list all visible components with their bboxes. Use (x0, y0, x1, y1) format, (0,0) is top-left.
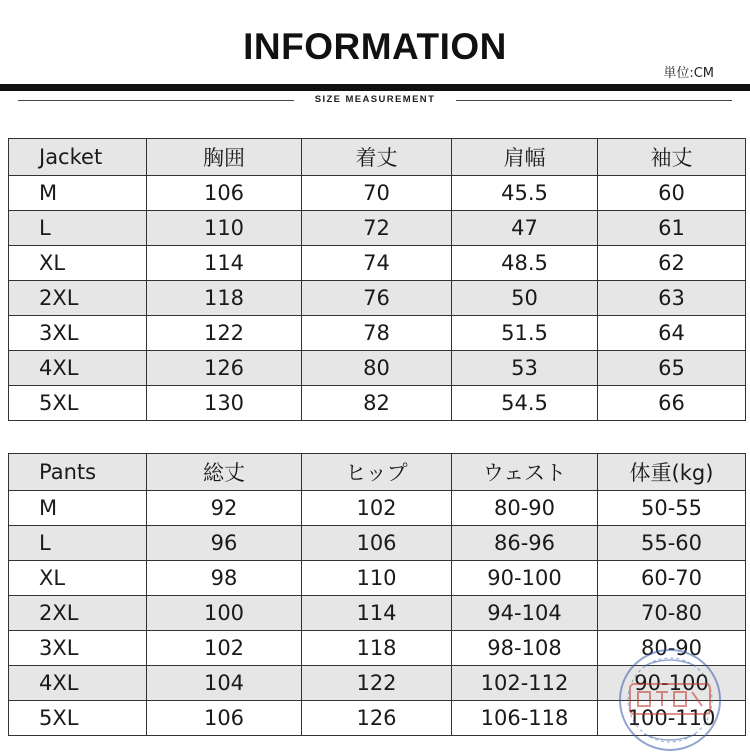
size-cell: M (9, 491, 147, 526)
table-row (9, 561, 746, 596)
table-row (9, 701, 746, 736)
jacket-size-table (8, 138, 746, 421)
column-header-category: Jacket (9, 139, 147, 176)
value-cell: 104 (147, 666, 302, 701)
value-cell: 98-108 (452, 631, 598, 666)
size-cell: M (9, 176, 147, 211)
value-cell: 78 (302, 316, 452, 351)
value-cell: 94-104 (452, 596, 598, 631)
value-cell: 74 (302, 246, 452, 281)
size-cell: 5XL (9, 701, 147, 736)
value-cell: 90-100 (452, 561, 598, 596)
value-cell: 70-80 (598, 596, 746, 631)
table-row (9, 176, 746, 211)
value-cell: 63 (598, 281, 746, 316)
column-header-category: Pants (9, 454, 147, 491)
column-header-shoulder: 肩幅 (452, 139, 598, 176)
table-row (9, 526, 746, 561)
value-cell: 80-90 (452, 491, 598, 526)
value-cell: 80 (302, 351, 452, 386)
table-row (9, 666, 746, 701)
value-cell: 110 (302, 561, 452, 596)
size-cell: 3XL (9, 316, 147, 351)
size-cell: L (9, 526, 147, 561)
value-cell: 80-90 (598, 631, 746, 666)
value-cell: 106-118 (452, 701, 598, 736)
value-cell: 122 (302, 666, 452, 701)
size-cell: XL (9, 246, 147, 281)
value-cell: 96 (147, 526, 302, 561)
size-cell: 2XL (9, 596, 147, 631)
subtitle-rule-right (456, 100, 732, 101)
unit-label: 単位:CM (663, 66, 714, 81)
value-cell: 47 (452, 211, 598, 246)
column-header-total-length: 総丈 (147, 454, 302, 491)
value-cell: 100 (147, 596, 302, 631)
column-header-chest: 胸囲 (147, 139, 302, 176)
table-row (9, 491, 746, 526)
size-cell: 4XL (9, 666, 147, 701)
column-header-weight: 体重(kg) (598, 454, 746, 491)
subtitle-rule-left (18, 100, 294, 101)
value-cell: 92 (147, 491, 302, 526)
header-divider (0, 84, 750, 91)
column-header-length: 着丈 (302, 139, 452, 176)
table-row (9, 281, 746, 316)
value-cell: 53 (452, 351, 598, 386)
value-cell: 102-112 (452, 666, 598, 701)
size-cell: 4XL (9, 351, 147, 386)
value-cell: 114 (302, 596, 452, 631)
value-cell: 45.5 (452, 176, 598, 211)
value-cell: 118 (147, 281, 302, 316)
value-cell: 106 (302, 526, 452, 561)
value-cell: 66 (598, 386, 746, 421)
value-cell: 70 (302, 176, 452, 211)
table-row (9, 246, 746, 281)
section-subtitle: SIZE MEASUREMENT (314, 94, 436, 105)
value-cell: 65 (598, 351, 746, 386)
value-cell: 48.5 (452, 246, 598, 281)
value-cell: 60 (598, 176, 746, 211)
column-header-hip: ヒップ (302, 454, 452, 491)
value-cell: 100-110 (598, 701, 746, 736)
value-cell: 50-55 (598, 491, 746, 526)
table-row (9, 316, 746, 351)
column-header-waist: ウェスト (452, 454, 598, 491)
value-cell: 98 (147, 561, 302, 596)
value-cell: 106 (147, 701, 302, 736)
value-cell: 50 (452, 281, 598, 316)
page-title: INFORMATION (243, 26, 507, 67)
value-cell: 62 (598, 246, 746, 281)
value-cell: 126 (302, 701, 452, 736)
value-cell: 102 (147, 631, 302, 666)
table-header-row (9, 139, 746, 176)
value-cell: 130 (147, 386, 302, 421)
value-cell: 72 (302, 211, 452, 246)
table-row (9, 351, 746, 386)
table-row (9, 211, 746, 246)
value-cell: 122 (147, 316, 302, 351)
value-cell: 86-96 (452, 526, 598, 561)
value-cell: 118 (302, 631, 452, 666)
value-cell: 110 (147, 211, 302, 246)
value-cell: 55-60 (598, 526, 746, 561)
table-header-row (9, 454, 746, 491)
value-cell: 76 (302, 281, 452, 316)
value-cell: 114 (147, 246, 302, 281)
size-cell: 5XL (9, 386, 147, 421)
pants-size-table (8, 453, 746, 736)
size-cell: XL (9, 561, 147, 596)
size-cell: 3XL (9, 631, 147, 666)
value-cell: 54.5 (452, 386, 598, 421)
value-cell: 64 (598, 316, 746, 351)
table-row (9, 596, 746, 631)
table-row (9, 631, 746, 666)
size-cell: 2XL (9, 281, 147, 316)
column-header-sleeve: 袖丈 (598, 139, 746, 176)
table-row (9, 386, 746, 421)
value-cell: 60-70 (598, 561, 746, 596)
value-cell: 106 (147, 176, 302, 211)
value-cell: 82 (302, 386, 452, 421)
value-cell: 126 (147, 351, 302, 386)
value-cell: 61 (598, 211, 746, 246)
value-cell: 51.5 (452, 316, 598, 351)
size-cell: L (9, 211, 147, 246)
value-cell: 90-100 (598, 666, 746, 701)
value-cell: 102 (302, 491, 452, 526)
